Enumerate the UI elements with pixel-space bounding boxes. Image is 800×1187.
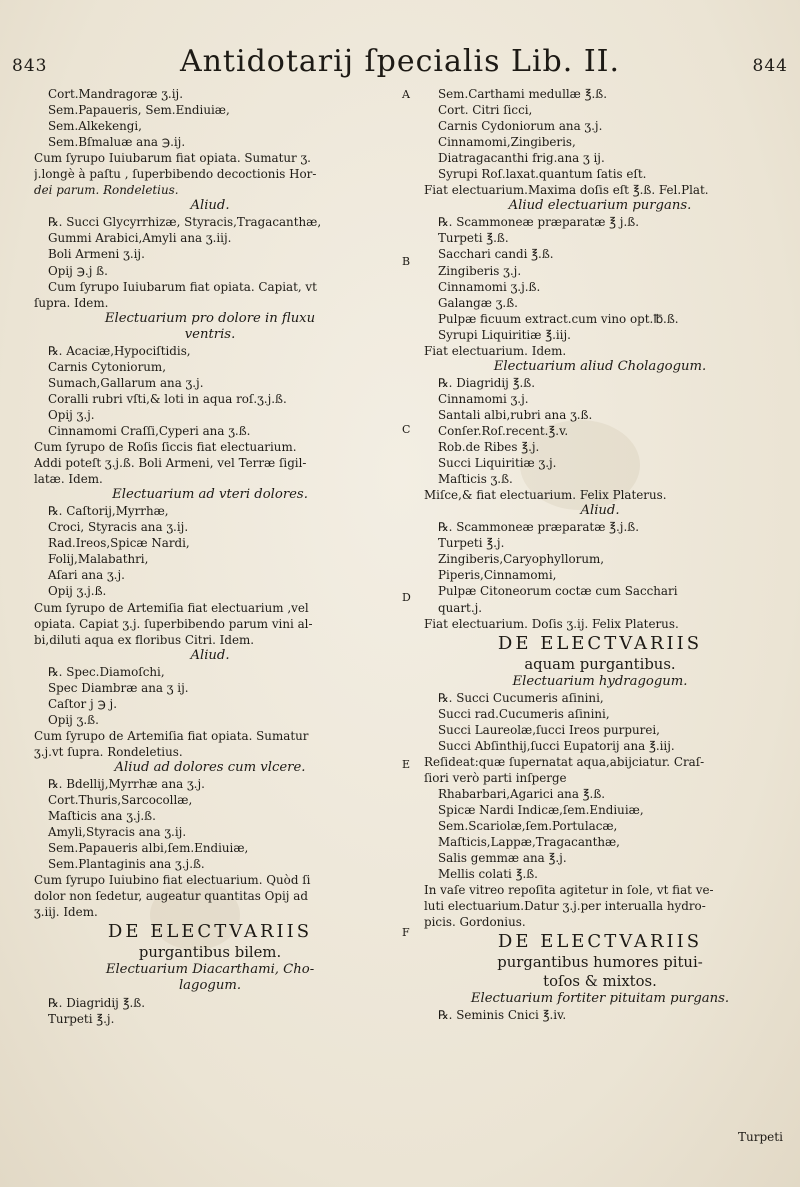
text-line: Conſer.Roſ.recent.℥.v. — [438, 423, 569, 438]
text-line: Salis gemmæ ana ℥.j. — [438, 851, 567, 866]
text-line: ℞. Seminis Cnici ℥.iv. — [438, 1008, 567, 1023]
text-line: latæ. Idem. — [34, 472, 103, 487]
text-line: Carnis Cydoniorum ana ʒ.j. — [438, 119, 603, 134]
recipe-heading: Electuarium hydragogum. — [512, 673, 688, 689]
text-line: Opij ℈.j ß. — [48, 263, 108, 278]
catchword: Turpeti — [738, 1130, 783, 1144]
text-line: Gummi Arabici,Amyli ana ʒ.iij. — [48, 231, 232, 246]
text-line: Cort.Thuris,Sarcocollæ, — [48, 793, 193, 808]
text-line: Cinnamomi Craſſi,Cyperi ana ʒ.ß. — [48, 423, 251, 438]
text-line: ℞. Diagridij ℥.ß. — [438, 375, 535, 390]
text-line: Rob.de Ribes ℥.j. — [438, 440, 540, 455]
text-line: Cum ſyrupo Iuiubino fiat electuarium. Quòd ſi — [34, 873, 311, 888]
text-line: Spec Diambræ ana ʒ ij. — [48, 680, 189, 695]
margin-letter-a: A — [402, 88, 410, 101]
text-line: Spicæ Nardi Indicæ,ſem.Endiuiæ, — [438, 802, 644, 817]
text-line: Zingiberis,Caryophyllorum, — [438, 552, 605, 567]
text-line: opiata. Capiat ʒ.j. ſuperbibendo parum vini al- — [34, 616, 313, 631]
running-title: Antidotarij ſpecialis Lib. II. — [179, 44, 621, 79]
text-line: Turpeti ℥.ß. — [438, 231, 509, 246]
text-line: ℞. Succi Glycyrrhizæ, Styracis,Tragacanthæ, — [48, 215, 322, 230]
text-line: Carnis Cytoniorum, — [48, 359, 166, 374]
text-line: ʒ.j.vt ſupra. Rondeletius. — [34, 744, 183, 759]
text-line: Rhabarbari,Agarici ana ℥.ß. — [438, 786, 606, 801]
recipe-heading: ventris. — [184, 326, 236, 342]
page-number-left: 843 — [12, 56, 48, 76]
text-line: luti electuarium.Datur ʒ.j.per interualla hydro- — [424, 899, 706, 914]
text-line: Sem.Papaueris, Sem.Endiuiæ, — [48, 103, 230, 118]
text-line: Croci, Styracis ana ʒ.ij. — [48, 520, 189, 535]
text-line: Amyli,Styracis ana ʒ.ij. — [48, 825, 187, 840]
text-line: Opij ʒ.j. — [48, 407, 95, 422]
text-line: toſos & mixtos. — [543, 973, 657, 991]
text-line: ℞. Succi Cucumeris aſinini, — [438, 690, 604, 705]
text-line: quart.j. — [438, 600, 483, 615]
text-line: Sem.Plantaginis ana ʒ.j.ß. — [48, 857, 205, 872]
recipe-heading: Aliud electuarium purgans. — [508, 198, 692, 214]
section-heading: DE ELECTVARIIS — [107, 921, 313, 943]
text-line: dei parum. Rondeletius. — [34, 183, 179, 198]
text-line: Maſticis ʒ.ß. — [438, 472, 513, 487]
text-line: Syrupi Liquiritiæ ℥.iij. — [438, 327, 571, 342]
text-line: Sem.Alkekengi, — [48, 119, 142, 134]
text-line: Pulpæ ficuum extract.cum vino opt.℔.ß. — [438, 311, 679, 326]
text-line: Cort. Citri ſicci, — [438, 103, 533, 118]
text-line: Opij ʒ.ß. — [48, 712, 99, 727]
text-line: Rad.Ireos,Spicæ Nardi, — [48, 536, 190, 551]
text-line: Cum ſyrupo de Artemiſia fiat opiata. Sumatur — [34, 728, 309, 743]
text-line: Cinnamomi,Zingiberis, — [438, 135, 576, 150]
text-line: Cort.Mandragoræ ʒ.ij. — [48, 87, 183, 101]
text-line: ſiori verò parti inſperge — [424, 770, 567, 785]
text-line: Pulpæ Citoneorum coctæ cum Sacchari — [438, 584, 678, 599]
text-line: Caſtor j ℈ j. — [48, 696, 118, 711]
section-heading: DE ELECTVARIIS — [497, 931, 703, 953]
text-line: Turpeti ℥.j. — [438, 536, 505, 551]
text-line: ſupra. Idem. — [34, 295, 109, 310]
text-line: Cum ſyrupo de Roſis ſiccis fiat electuarium. — [34, 440, 297, 455]
margin-letter-c: C — [402, 423, 411, 436]
text-line: Mellis colati ℥.ß. — [438, 867, 538, 882]
text-line: ℞. Spec.Diamoſchi, — [48, 664, 165, 679]
text-line: Turpeti ℥.j. — [48, 1011, 115, 1026]
text-line: Aſari ana ʒ.j. — [48, 568, 125, 583]
recipe-heading: Electuarium Diacarthami, Cho- — [105, 962, 315, 978]
text-line: purgantibus humores pitui- — [497, 954, 703, 972]
recipe-heading: Electuarium pro dolore in fluxu — [104, 310, 316, 326]
text-line: Sem.Carthami medullæ ℥.ß. — [438, 87, 608, 101]
text-line: Maſticis ana ʒ.j.ß. — [48, 809, 156, 824]
text-line: ℞. Acaciæ,Hypociſtidis, — [48, 343, 191, 358]
text-line: Reſideat:quæ ſupernatat aqua,abijciatur. Craſ- — [424, 754, 705, 769]
margin-letter-d: D — [402, 591, 411, 604]
text-line: ʒ.iij. Idem. — [34, 905, 98, 920]
text-line: purgantibus bilem. — [138, 944, 282, 962]
text-line: bi,diluti aqua ex floribus Citri. Idem. — [34, 632, 255, 647]
recipe-heading: Electuarium fortiter pituitam purgans. — [470, 991, 730, 1007]
left-column — [34, 86, 386, 1027]
text-line: Opij ʒ.j.ß. — [48, 584, 107, 599]
running-header — [12, 42, 788, 80]
text-line: picis. Gordonius. — [424, 915, 526, 930]
text-line: Syrupi Roſ.laxat.quantum ſatis eſt. — [438, 167, 647, 182]
recipe-heading: lagogum. — [178, 978, 242, 994]
text-line: Piperis,Cinnamomi, — [438, 568, 557, 583]
page-number-right: 844 — [752, 56, 788, 76]
text-line: Folij,Malabathri, — [48, 552, 149, 567]
right-column — [424, 86, 776, 1023]
text-line: Cum ſyrupo Iuiubarum fiat opiata. Sumatur ʒ. — [34, 151, 311, 166]
recipe-heading: Aliud. — [190, 647, 230, 663]
recipe-heading: Electuarium aliud Cholagogum. — [493, 358, 707, 374]
text-line: Santali albi,rubri ana ʒ.ß. — [438, 407, 593, 422]
text-line: Sumach,Gallarum ana ʒ.j. — [48, 375, 204, 390]
text-line: ℞. Diagridij ℥.ß. — [48, 995, 145, 1010]
text-line: Maſticis,Lappæ,Tragacanthæ, — [438, 835, 620, 850]
text-line: Sem.Papaueris albi,ſem.Endiuiæ, — [48, 841, 249, 856]
text-line: Sem.Bſmaluæ ana ℈.ij. — [48, 135, 186, 150]
margin-letter-f: F — [402, 926, 410, 939]
text-line: ℞. Bdellij,Myrrhæ ana ʒ.j. — [48, 777, 205, 792]
margin-letter-e: E — [402, 758, 411, 771]
text-line: Addi poteſt ʒ.j.ß. Boli Armeni, vel Terræ ſigil- — [34, 456, 307, 471]
text-line: aquam purgantibus. — [524, 655, 676, 673]
text-line: dolor non ſedetur, augeatur quantitas Opij ad — [34, 889, 308, 904]
text-line: Cinnamomi ʒ.j. — [438, 391, 529, 406]
text-line: Cinnamomi ʒ.j.ß. — [438, 279, 541, 294]
text-line: Coralli rubri vſti,& loti in aqua roſ.ʒ.j.ß. — [48, 391, 287, 406]
text-line: Sacchari candi ℥.ß. — [438, 247, 554, 262]
text-line: Miſce,& fiat electuarium. Felix Platerus. — [424, 488, 667, 503]
text-line: Cum ſyrupo de Artemiſia fiat electuarium ,vel — [34, 600, 309, 615]
text-line: Fiat electuarium. Idem. — [424, 343, 567, 358]
text-line: Succi Laureolæ,ſucci Ireos purpurei, — [438, 722, 660, 737]
text-line: In vaſe vitreo repoſita agitetur in ſole, vt fiat ve- — [424, 883, 714, 898]
recipe-heading: Electuarium ad vteri dolores. — [112, 487, 308, 503]
text-line: Succi rad.Cucumeris aſinini, — [438, 706, 610, 721]
text-line: Zingiberis ʒ.j. — [438, 263, 522, 278]
text-line: Succi Abſinthij,ſucci Eupatorij ana ℥.iij. — [438, 738, 675, 753]
text-line: ℞. Scammoneæ præparatæ ℥ j.ß. — [438, 215, 639, 230]
text-line: Sem.Scariolæ,ſem.Portulacæ, — [438, 819, 618, 834]
text-line: Succi Liquiritiæ ʒ.j. — [438, 456, 557, 471]
recipe-heading: Aliud ad dolores cum vlcere. — [114, 759, 306, 775]
text-line: Galangæ ʒ.ß. — [438, 295, 518, 310]
text-line: ℞. Caſtorij,Myrrhæ, — [48, 504, 169, 519]
recipe-heading: Aliud. — [580, 503, 620, 519]
text-line: Diatragacanthi frig.ana ʒ ij. — [438, 151, 605, 166]
text-line: Fiat electuarium. Doſis ʒ.ij. Felix Platerus. — [424, 616, 679, 631]
text-line: j.longè à paſtu , ſuperbibendo decoctionis Hor- — [34, 167, 317, 182]
section-heading: DE ELECTVARIIS — [497, 632, 703, 654]
margin-letter-b: B — [402, 255, 411, 268]
recipe-heading: Aliud. — [190, 198, 230, 214]
text-line: Boli Armeni ʒ.ij. — [48, 247, 145, 262]
text-line: Cum ſyrupo Iuiubarum fiat opiata. Capiat, vt — [48, 279, 317, 294]
text-line: ℞. Scammoneæ præparatæ ℥.j.ß. — [438, 520, 639, 535]
text-line: Fiat electuarium.Maxima doſis eſt ℥.ß. Fel.Plat. — [424, 183, 709, 198]
